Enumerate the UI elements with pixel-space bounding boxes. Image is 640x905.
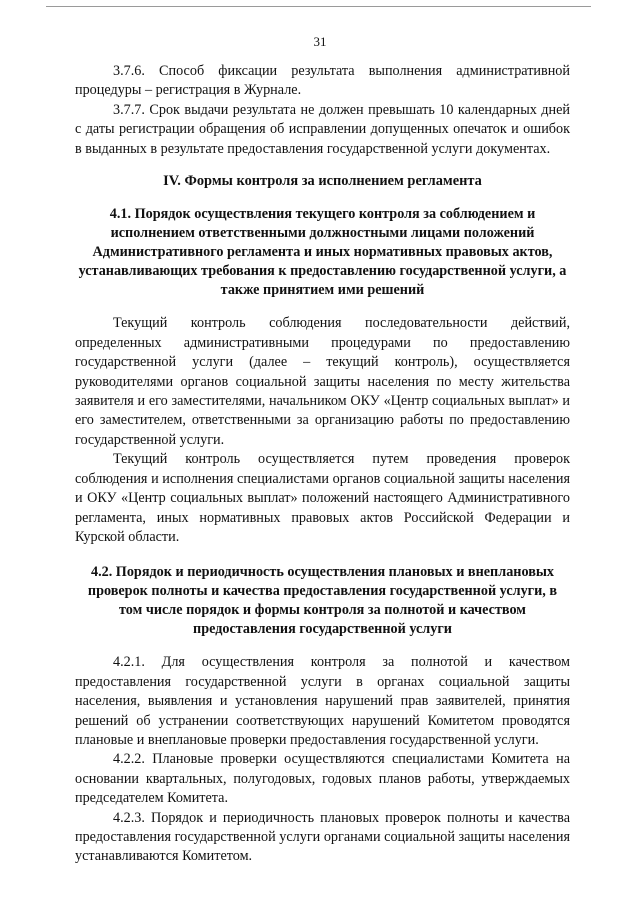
paragraph-3-7-7: 3.7.7. Срок выдачи результата не должен превышать 10 календарных дней с даты регистрации обращения об исправлении допущенных опечаток и ошибок в выданных в результате предоставления государственной услуги документах.: [75, 101, 570, 157]
paragraph-4-2-1: 4.2.1. Для осуществления контроля за полнотой и качеством предоставления государственной услуги в органах социальной защиты населения, выявления и установления нарушений прав заявителей, принятия решений об устранении соответствующих нарушений Комитетом проводятся плановые и внеплановые проверки предоставления государственной услуги.: [75, 654, 570, 748]
subsection-4-1-title: 4.1. Порядок осуществления текущего контроля за соблюдением и исполнением ответственными должностными лицами положений Административного регламента и иных нормативных правовых актов, устанавливающих требования к предоставлению государственной услуги, а также принятием ими решений: [78, 206, 567, 299]
page-number: 31: [313, 34, 327, 49]
paragraph-current-control-method: Текущий контроль осуществляется путем проведения проверок соблюдения и исполнения специалистами органов социальной защиты населения и ОКУ «Центр социальных выплат» положений настоящего Административного регламента, иных нормативных правовых актов Российской Федерации и Курской области.: [75, 451, 570, 545]
subsection-4-2-title: 4.2. Порядок и периодичность осуществления плановых и внеплановых проверок полноты и качества предоставления государственной услуги, в том числе порядок и формы контроля за полнотой и качеством предоставления государственной услуги: [87, 564, 558, 638]
paragraph-3-7-6: 3.7.6. Способ фиксации результата выполнения административной процедуры – регистрация в Журнале.: [75, 63, 570, 99]
paragraph-current-control: Текущий контроль соблюдения последовательности действий, определенных административными процедурами по предоставлению государственной услуги (далее – текущий контроль), осуществляется руководителями органов социальной защиты населения по месту жительства заявителя и его заместителями, начальником ОКУ «Центр социальных выплат» и его заместителем, ответственными за организацию работы по предоставлению государственной услуги.: [75, 315, 570, 448]
section-title: IV. Формы контроля за исполнением регламента: [163, 173, 482, 190]
top-rule: [46, 6, 591, 7]
document-body: [75, 62, 570, 867]
paragraph-4-2-3: 4.2.3. Порядок и периодичность плановых проверок полноты и качества предоставления государственной услуги органами социальной защиты населения устанавливаются Комитетом.: [75, 809, 570, 865]
paragraph-4-2-2: 4.2.2. Плановые проверки осуществляются специалистами Комитета на основании квартальных, полугодовых, годовых планов работы, утверждаемых председателем Комитета.: [75, 751, 570, 807]
